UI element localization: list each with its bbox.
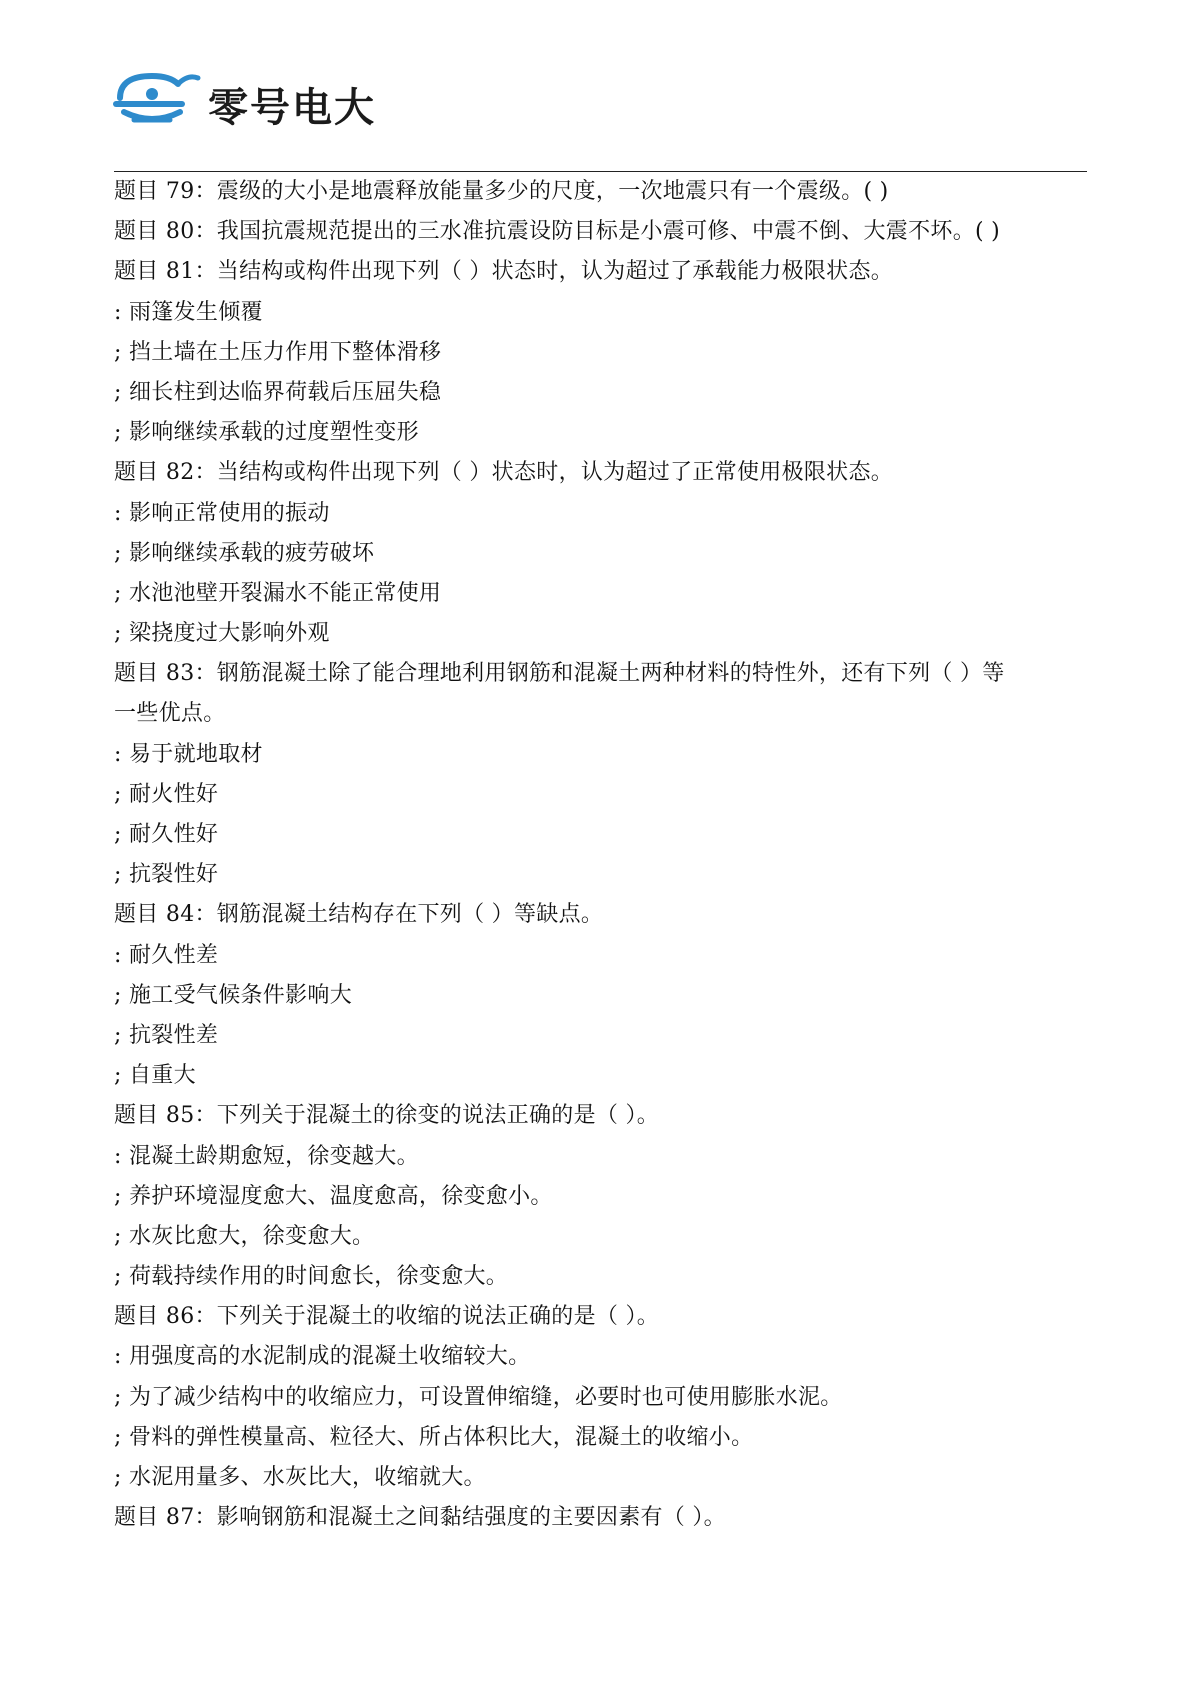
option-item: ; 自重大 xyxy=(114,1063,196,1089)
question-82: 题目 82：当结构或构件出现下列（ ）状态时，认为超过了正常使用极限状态。 xyxy=(114,460,894,486)
question-87: 题目 87：影响钢筋和混凝土之间黏结强度的主要因素有（ ）。 xyxy=(114,1505,726,1531)
option-item: ; 耐久性好 xyxy=(114,822,219,847)
question-list xyxy=(114,172,1094,1538)
option-item: ; 细长柱到达临界荷载后压屈失稳 xyxy=(114,379,442,405)
question-86: 题目 86：下列关于混凝土的收缩的说法正确的是（ ）。 xyxy=(114,1304,660,1330)
question-84: 题目 84：钢筋混凝土结构存在下列（ ）等缺点。 xyxy=(114,902,604,928)
option-item: ; 挡土墙在土压力作用下整体滑移 xyxy=(114,339,442,365)
question-80: 题目 80：我国抗震规范提出的三水准抗震设防目标是小震可修、中震不倒、大震不坏。( ) xyxy=(114,219,1001,245)
option-item: : 耐久性差 xyxy=(114,942,219,968)
option-item: ; 施工受气候条件影响大 xyxy=(114,982,353,1008)
option-item: ; 影响继续承载的疲劳破坏 xyxy=(114,540,375,566)
logo-text: 零号电大 xyxy=(208,84,376,131)
option-item: ; 荷载持续作用的时间愈长，徐变愈大。 xyxy=(114,1264,509,1290)
question-81: 题目 81：当结构或构件出现下列（ ）状态时，认为超过了承载能力极限状态。 xyxy=(114,259,894,285)
logo-mark-icon xyxy=(112,64,204,130)
question-85: 题目 85：下列关于混凝土的徐变的说法正确的是（ ）。 xyxy=(114,1103,660,1129)
option-item: ; 梁挠度过大影响外观 xyxy=(114,621,330,647)
brand-logo xyxy=(112,62,376,132)
option-item: ; 水池池壁开裂漏水不能正常使用 xyxy=(114,580,442,606)
question-83-continued: 一些优点。 xyxy=(114,701,226,727)
option-item: ; 骨料的弹性模量高、粒径大、所占体积比大，混凝土的收缩小。 xyxy=(114,1424,754,1450)
option-item: : 雨篷发生倾覆 xyxy=(114,299,263,325)
option-item: ; 为了减少结构中的收缩应力，可设置伸缩缝，必要时也可使用膨胀水泥。 xyxy=(114,1384,843,1410)
question-79: 题目 79：震级的大小是地震释放能量多少的尺度，一次地震只有一个震级。( ) xyxy=(114,179,889,204)
option-item: : 易于就地取材 xyxy=(114,741,263,767)
question-83: 题目 83：钢筋混凝土除了能合理地利用钢筋和混凝土两种材料的特性外，还有下列（ ）等 xyxy=(114,661,1005,687)
option-item: ; 影响继续承载的过度塑性变形 xyxy=(114,420,419,446)
option-item: ; 耐火性好 xyxy=(114,781,219,807)
option-item: : 混凝土龄期愈短，徐变越大。 xyxy=(114,1143,419,1169)
option-item: : 影响正常使用的振动 xyxy=(114,500,330,526)
option-item: ; 抗裂性差 xyxy=(114,1022,219,1048)
option-item: ; 水灰比愈大，徐变愈大。 xyxy=(114,1223,375,1249)
option-item: : 用强度高的水泥制成的混凝土收缩较大。 xyxy=(114,1344,531,1370)
option-item: ; 抗裂性好 xyxy=(114,862,219,888)
option-item: ; 水泥用量多、水灰比大，收缩就大。 xyxy=(114,1465,486,1490)
option-item: ; 养护环境湿度愈大、温度愈高，徐变愈小。 xyxy=(114,1183,553,1209)
